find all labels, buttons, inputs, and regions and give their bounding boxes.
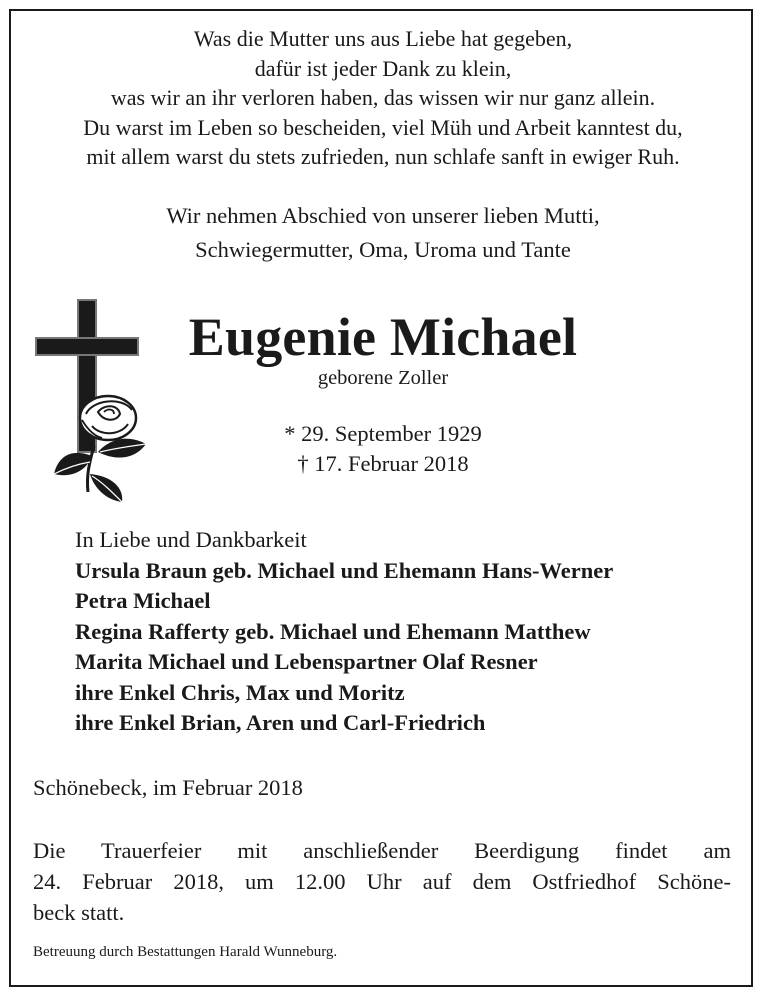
mourners-list xyxy=(75,525,745,739)
farewell-line: Schwiegermutter, Oma, Uroma und Tante xyxy=(195,237,571,262)
poem-line: was wir an ihr verloren haben, das wissen wir nur ganz allein. xyxy=(110,85,656,110)
maiden-name: geborene Zoller xyxy=(317,367,449,389)
deceased-name: Eugenie Michael xyxy=(188,307,578,367)
rose-icon xyxy=(54,396,146,502)
mourner-entry: ihre Enkel Chris, Max und Moritz xyxy=(75,679,405,705)
farewell-statement xyxy=(20,199,746,267)
funeral-line: beck statt. xyxy=(33,900,125,925)
mourner-entry: Marita Michael und Lebenspartner Olaf Resner xyxy=(75,649,538,674)
poem-line: mit allem warst du stets zufrieden, nun schlafe sanft in ewiger Ruh. xyxy=(86,144,680,169)
place-and-date: Schönebeck, im Februar 2018 xyxy=(33,775,303,800)
memorial-poem xyxy=(20,24,746,172)
funeral-service-note: Betreuung durch Bestattungen Harald Wunneburg. xyxy=(33,944,338,960)
life-dates xyxy=(150,419,616,479)
mourner-entry: Petra Michael xyxy=(75,588,211,613)
death-date: † 17. Februar 2018 xyxy=(297,451,469,476)
poem-line: Was die Mutter uns aus Liebe hat gegeben, xyxy=(193,26,573,51)
poem-line: dafür ist jeder Dank zu klein, xyxy=(254,55,512,81)
funeral-announcement xyxy=(33,835,731,928)
mourner-entry: ihre Enkel Brian, Aren und Carl-Friedrich xyxy=(75,710,486,735)
birth-date: * 29. September 1929 xyxy=(284,421,482,446)
farewell-line: Wir nehmen Abschied von unserer lieben Mutti, xyxy=(166,203,600,228)
funeral-line: Die Trauerfeier mit anschließender Beerdigung findet am xyxy=(33,838,731,863)
mourner-entry: Regina Rafferty geb. Michael und Ehemann Matthew xyxy=(75,618,591,644)
cross-with-rose xyxy=(32,296,154,510)
mourners-intro: In Liebe und Dankbarkeit xyxy=(75,527,307,552)
mourner-entry: Ursula Braun geb. Michael und Ehemann Hans-Werner xyxy=(75,557,614,583)
poem-line: Du warst im Leben so bescheiden, viel Müh und Arbeit kanntest du, xyxy=(83,114,683,140)
funeral-line: 24. Februar 2018, um 12.00 Uhr auf dem Ostfriedhof Schöne- xyxy=(33,869,731,894)
